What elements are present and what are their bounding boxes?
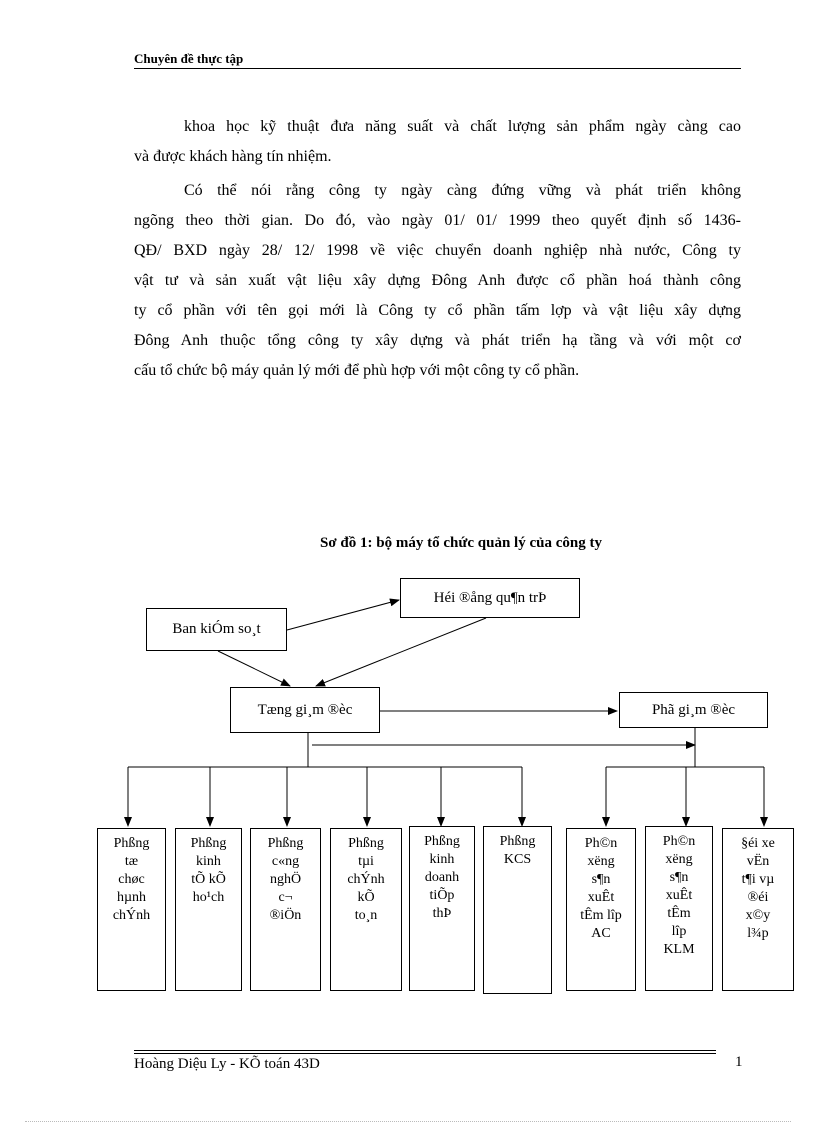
footer-divider (134, 1053, 716, 1054)
department-label: Phßng (424, 834, 460, 849)
department-label: c«ng (271, 854, 300, 869)
department-label: xëng (587, 854, 615, 869)
paragraph-line: ty cổ phần với tên gọi mới là Công ty cổ phần tấm lợp và vật liệu xây dựng (134, 302, 741, 319)
department-label: chÝnh (347, 872, 385, 887)
department-box (330, 828, 402, 991)
department-box (566, 828, 636, 991)
department-label: to¸n (354, 908, 378, 923)
department-label: AC (591, 926, 611, 941)
header-title: Chuyên đề thực tập (134, 51, 244, 66)
department-label: tÊm (667, 906, 691, 921)
board-of-directors-box: Héi ®ång qu¶n trÞ (400, 578, 580, 618)
department-label: s¶n (591, 872, 611, 887)
department-label: kÕ (357, 890, 375, 905)
page-number: 1 (735, 1054, 743, 1070)
department-label: xuÊt (587, 890, 615, 905)
department-box (97, 828, 166, 991)
department-label: tæ (124, 854, 139, 869)
paragraph-1 (134, 112, 741, 172)
footer-author: Hoàng Diệu Ly - KÕ toán 43D (134, 1056, 320, 1072)
department-label: chøc (118, 872, 145, 887)
department-box (645, 826, 713, 991)
department-label: §éi xe (741, 836, 775, 851)
paragraph-line: vật tư và sản xuất vật liệu xây dựng Đông Anh được cổ phần hoá thành công (134, 272, 741, 289)
department-box (722, 828, 794, 991)
arrow-board-to-director (316, 618, 486, 686)
diagram-title: Sơ đồ 1: bộ máy tổ chức quản lý của công ty (320, 535, 602, 551)
department-label: Phßng (348, 836, 384, 851)
department-label: tÕ kÕ (191, 872, 226, 887)
paragraph-2 (134, 176, 741, 386)
arrow-supervisory-to-board (287, 600, 399, 630)
department-label: KCS (503, 852, 532, 867)
department-box (175, 828, 242, 991)
header-divider (134, 68, 741, 69)
department-label: ®éi (747, 890, 769, 905)
department-label: c¬ (278, 890, 293, 905)
department-label: Ph©n (584, 836, 618, 851)
department-label: tÊm lîp (580, 908, 622, 923)
department-label: xuÊt (665, 888, 693, 903)
department-label: Phßng (499, 834, 536, 849)
department-box (250, 828, 321, 991)
department-label: kinh (196, 854, 221, 869)
department-label: Ph©n (662, 834, 696, 849)
department-label: kinh (429, 852, 455, 867)
department-box (483, 826, 552, 994)
department-label: tiÕp (429, 888, 455, 903)
paragraph-line: QĐ/ BXD ngày 28/ 12/ 1998 về việc chuyển doanh nghiệp nhà nước, Công ty (134, 242, 741, 259)
department-label: doanh (424, 870, 460, 885)
deputy-director-box: Phã gi¸m ®èc (619, 692, 768, 728)
department-label: tµi (358, 854, 374, 869)
department-label: Phßng (190, 836, 227, 851)
department-label: t¶i vµ (741, 872, 775, 887)
department-label: nghÖ (269, 872, 302, 887)
paragraph-line: khoa học kỹ thuật đưa năng suất và chất lượng sản phẩm ngày càng cao (184, 118, 741, 135)
department-box (409, 826, 475, 991)
department-label: xëng (665, 852, 693, 867)
paragraph-line: và được khách hàng tín nhiệm. (134, 148, 332, 165)
paragraph-line: ngõng theo thời gian. Do đó, vào ngày 01/ 01/ 1999 theo quyết định số 1436- (134, 212, 741, 229)
supervisory-board-box: Ban kiÓm so¸t (146, 608, 287, 651)
general-director-box: Tæng gi¸m ®èc (230, 687, 380, 733)
paragraph-line: cấu tổ chức bộ máy quản lý mới để phù hợp với một công ty cổ phần. (134, 362, 580, 379)
department-label: chÝnh (112, 908, 151, 923)
department-label: thÞ (432, 906, 452, 921)
department-label: Phßng (267, 836, 304, 851)
page-bottom-border (25, 1121, 791, 1122)
paragraph-line: Đông Anh thuộc tổng công ty xây dựng và phát triển hạ tầng và với một cơ (134, 332, 741, 349)
department-label: l¾p (747, 926, 769, 941)
paragraph-line: Có thể nói rằng công ty ngày càng đứng vững và phát triển không (184, 182, 741, 199)
department-label: hµnh (116, 890, 147, 905)
department-label: ho¹ch (192, 890, 225, 905)
department-label: x©y (745, 908, 771, 923)
department-label: lîp (671, 924, 687, 939)
department-label: s¶n (669, 870, 689, 885)
department-label: KLM (663, 942, 695, 957)
footer-divider (134, 1050, 716, 1051)
department-label: vËn (746, 854, 770, 869)
department-label: ®iÖn (269, 908, 302, 923)
department-label: Phßng (113, 836, 150, 851)
arrow-supervisory-to-director (218, 651, 290, 686)
